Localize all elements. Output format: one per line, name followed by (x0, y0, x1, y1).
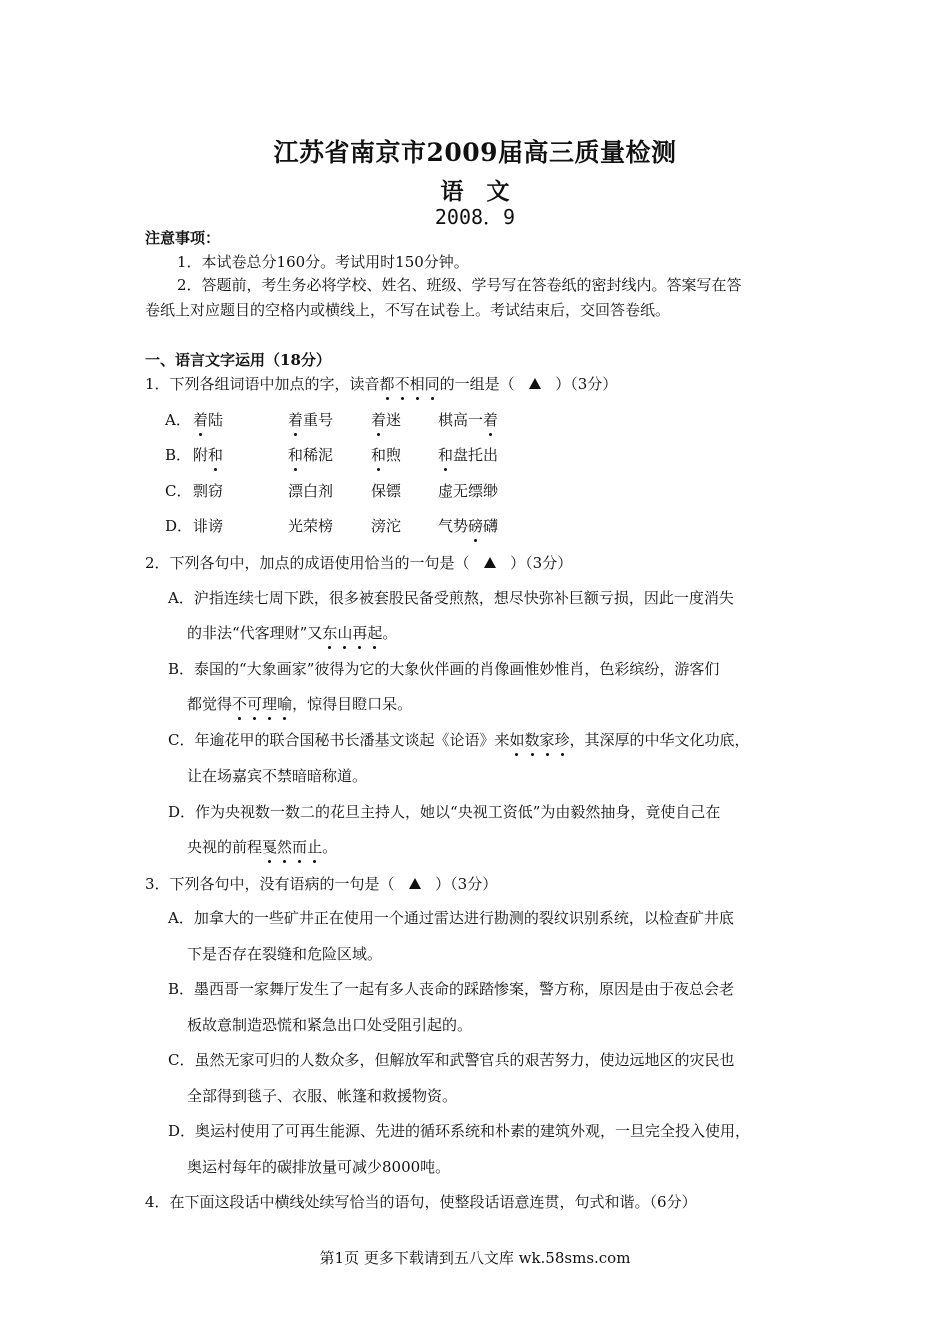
q1-option-word (193, 481, 223, 501)
notice-item-2-line-2: 卷纸上对应题目的空格内或横线上，不写在试卷上。考试结束后，交回答卷纸。 (145, 301, 671, 319)
q2-option-c-line-2: 让在场嘉宾不禁暗暗称道。 (187, 767, 368, 785)
q2-option-b-line-2 (187, 694, 412, 714)
q1-option-word (371, 516, 401, 536)
q2-c-text-b: ，其深厚的中华文化功底， (569, 731, 750, 749)
q1-word-part: 稀泥 (303, 446, 334, 464)
q1-word-part: 盘托出 (453, 446, 499, 464)
q3-option-c-line-1: C．虽然无家可归的人数众多，但解放军和武警官兵的艰苦努力，使边远地区的灾民也 (168, 1051, 735, 1069)
q2-a-text-a: 的非法“代客理财”又 (187, 624, 323, 642)
q2-a-idiom: 东山再起 (322, 624, 383, 642)
section-1-heading: 一、语言文字运用（18分） (145, 351, 331, 369)
notice-heading: 注意事项： (145, 229, 221, 247)
q2-stem-text-a: 2．下列各句中，加点的成语使用恰当的一句是（ (145, 554, 470, 572)
q1-word-part: 保镖 (371, 482, 402, 500)
q1-option-label: B． (165, 446, 192, 464)
q2-d-text-a: 央视的前程 (187, 838, 263, 856)
q1-option-word (371, 445, 401, 465)
q1-option-word (288, 516, 333, 536)
answer-triangle-icon (529, 378, 541, 389)
q1-dotted-char: 磅 (468, 517, 484, 535)
q1-option-word (438, 516, 498, 536)
q1-option-label: A． (165, 411, 191, 429)
q1-word-part: 棋高一 (438, 411, 484, 429)
q3-option-b-line-1: B．墨西哥一家舞厅发生了一起有多人丧命的踩踏惨案，警方称，原因是由于夜总会老 (168, 980, 735, 998)
q2-d-idiom: 戛然而止 (262, 838, 323, 856)
q2-option-d-line-2 (187, 837, 337, 857)
page-footer: 第1页 更多下载请到五八文库 wk.58sms.com (319, 1249, 631, 1267)
q1-word-part: 光荣榜 (288, 517, 334, 535)
q1-option-word (193, 410, 223, 430)
q1-stem-dotted: 都不相同 (379, 375, 440, 393)
q1-option-word (371, 481, 401, 501)
notice-item-1: 1．本试卷总分160分。考试用时150分钟。 (177, 253, 469, 271)
q3-option-d-line-2: 奥运村每年的碳排放量可减少8000吨。 (187, 1158, 451, 1176)
q1-word-part: 漂白剂 (288, 482, 334, 500)
q3-stem-text-a: 3．下列各句中，没有语病的一句是（ (145, 875, 395, 893)
q1-option-word (288, 481, 333, 501)
q1-word-part: 礴 (483, 517, 499, 535)
q3-option-d-line-1: D．奥运村使用了可再生能源、先进的循环系统和朴素的建筑外观，一旦完全投入使用， (168, 1122, 751, 1140)
q1-dotted-char: 着 (371, 411, 387, 429)
q1-stem-text-a: 1．下列各组词语中加点的字，读音 (145, 375, 380, 393)
q1-dotted-char: 和 (288, 446, 304, 464)
q1-word-part: 附 (193, 446, 209, 464)
q2-b-idiom: 不可理喻 (232, 695, 293, 713)
q1-option-label: C． (165, 482, 192, 500)
exam-title: 江苏省南京市2009届高三质量检测 (273, 138, 677, 167)
q1-option-word (438, 481, 498, 501)
notice-item-2-line-1: 2．答题前，考生务必将学校、姓名、班级、学号写在答卷纸的密封线内。答案写在答 (177, 276, 742, 294)
q1-word-part: 诽谤 (193, 517, 224, 535)
q2-b-text-a: 都觉得 (187, 695, 233, 713)
q2-stem-text-b: ）（3分） (510, 554, 573, 572)
q1-option-word (193, 516, 223, 536)
q1-word-part: 陆 (208, 411, 224, 429)
q3-stem-text-b: ）（3分） (435, 875, 498, 893)
q1-stem-text-c: ）（3分） (555, 375, 618, 393)
q3-option-c-line-2: 全部得到毯子、衣服、帐篷和救援物资。 (187, 1087, 458, 1105)
q1-dotted-char: 和 (208, 446, 224, 464)
q1-option-word (193, 445, 223, 465)
q3-option-a-line-1: A．加拿大的一些矿井正在使用一个通过雷达进行勘测的裂纹识别系统，以检查矿井底 (168, 909, 734, 927)
q1-word-part: 气势 (438, 517, 469, 535)
q1-option-word (288, 445, 333, 465)
answer-triangle-icon (409, 878, 421, 889)
q2-c-text-a: C．年逾花甲的联合国秘书长潘基文谈起《论语》来 (168, 731, 510, 749)
q1-option-label: D． (165, 517, 193, 535)
q1-dotted-char: 着 (483, 411, 499, 429)
q2-c-idiom: 如数家珍 (509, 731, 570, 749)
q3-option-b-line-2: 板故意制造恐慌和紧急出口处受阻引起的。 (187, 1016, 473, 1034)
q3-option-a-line-2: 下是否存在裂缝和危险区域。 (187, 945, 383, 963)
q1-dotted-char: 着 (288, 411, 304, 429)
q2-a-text-b: 。 (382, 624, 398, 642)
q1-option-word (288, 410, 333, 430)
q1-dotted-char: 和 (438, 446, 454, 464)
q2-option-c-line-1 (168, 730, 750, 750)
q1-word-part: 煦 (386, 446, 402, 464)
q1-option-word (371, 410, 401, 430)
q1-word-part: 剽窃 (193, 482, 224, 500)
q1-stem-text-b: 的一组是（ (439, 375, 515, 393)
q2-option-d-line-1: D．作为央视数一数二的花旦主持人，她以“央视工资低”为由毅然抽身，竟使自己在 (168, 803, 721, 821)
question-1-stem (145, 374, 617, 394)
q1-word-part: 滂沱 (371, 517, 402, 535)
q1-word-part: 重号 (303, 411, 334, 429)
answer-triangle-icon (484, 557, 496, 568)
q1-option-word (438, 410, 498, 430)
q2-d-text-b: 。 (322, 838, 338, 856)
exam-subject: 语 文 (440, 178, 510, 205)
q1-dotted-char: 和 (371, 446, 387, 464)
q2-option-a-line-1: A．沪指连续七周下跌，很多被套股民备受煎熬，想尽快弥补巨额亏损，因此一度消失 (168, 589, 734, 607)
q2-option-a-line-2 (187, 623, 397, 643)
q2-b-text-b: ，惊得目瞪口呆。 (292, 695, 413, 713)
question-4-stem: 4．在下面这段话中横线处续写恰当的语句，使整段话语意连贯，句式和谐。（6分） (145, 1193, 697, 1211)
q1-dotted-char: 着 (193, 411, 209, 429)
question-3-stem (145, 874, 497, 894)
question-2-stem (145, 553, 572, 573)
q1-option-word (438, 445, 498, 465)
exam-date: 2008．9 (434, 205, 516, 229)
q2-option-b-line-1: B．泰国的“大象画家”彼得为它的大象伙伴画的肖像画惟妙惟肖，色彩缤纷，游客们 (168, 660, 720, 678)
q1-stem-emphasis (380, 375, 440, 393)
q1-word-part: 迷 (386, 411, 402, 429)
q1-word-part: 虚无缥缈 (438, 482, 499, 500)
